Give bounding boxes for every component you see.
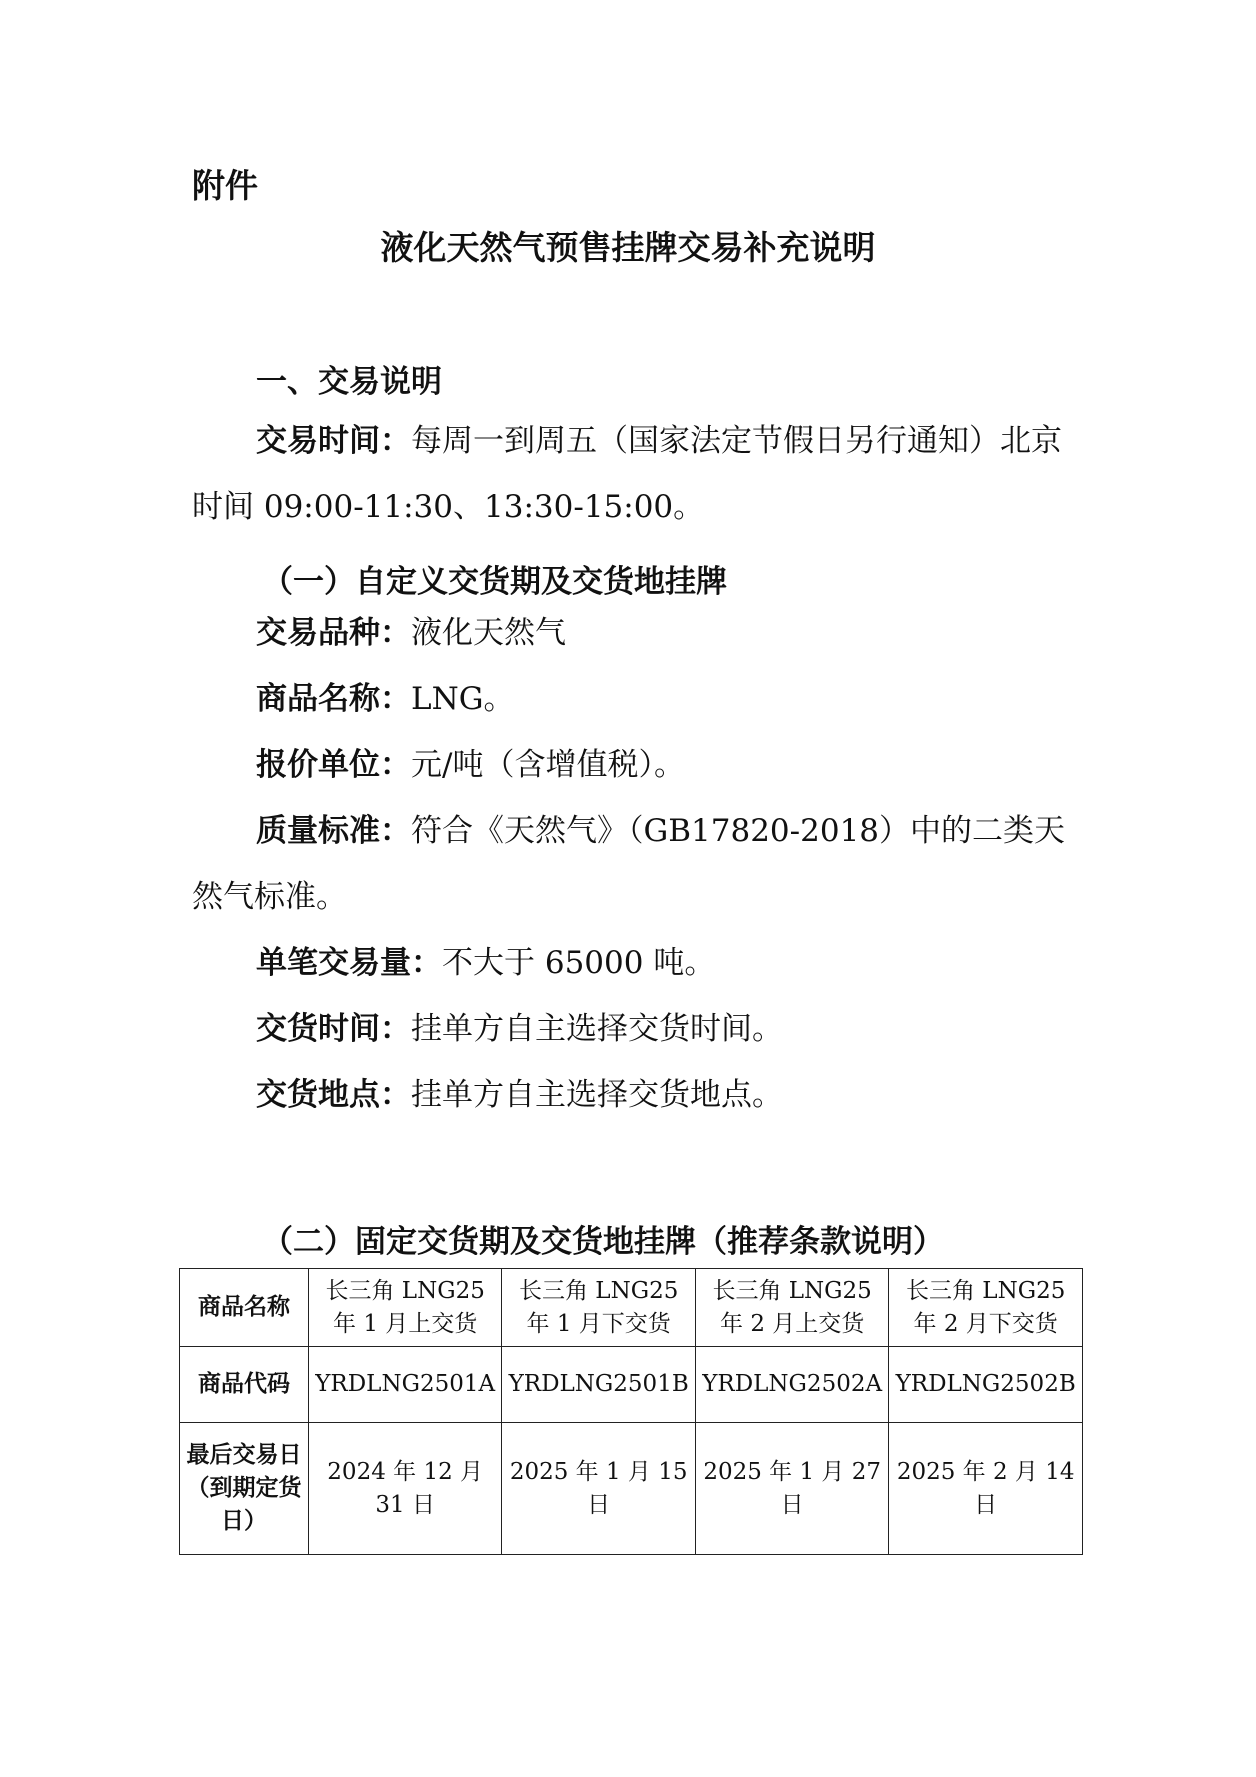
table-cell: YRDLNG2502A	[695, 1347, 888, 1423]
item-label: 交货时间：	[256, 1011, 411, 1047]
item-value: 元/吨（含增值税）。	[411, 747, 685, 783]
table-row	[180, 1347, 1083, 1423]
item-label: 商品名称：	[256, 681, 411, 717]
item-value: 不大于 65000 吨。	[442, 945, 716, 981]
row-header: 商品代码	[180, 1347, 309, 1423]
item-value: 液化天然气	[411, 615, 566, 651]
table-cell: 长三角 LNG25 年 2 月下交货	[889, 1269, 1083, 1347]
spec-item	[192, 1062, 1072, 1128]
spec-item	[192, 930, 1072, 996]
section-heading: 一、交易说明	[256, 364, 442, 400]
item-label: 质量标准：	[256, 813, 411, 849]
row-header: 最后交易日（到期定货日）	[180, 1423, 309, 1555]
trading-time-paragraph	[192, 408, 1072, 540]
row-header: 商品名称	[180, 1269, 309, 1347]
trading-time-label: 交易时间：	[256, 423, 411, 459]
table-cell: YRDLNG2501A	[309, 1347, 502, 1423]
document-title: 液化天然气预售挂牌交易补充说明	[380, 228, 876, 267]
item-label: 交易品种：	[256, 615, 411, 651]
item-label: 交货地点：	[256, 1077, 411, 1113]
item-value: 符合《天然气》（GB17820-2018）中的二类天然气标准。	[192, 813, 1066, 915]
subsection-heading-custom: （一）自定义交货期及交货地挂牌	[262, 564, 727, 600]
table-cell: YRDLNG2501B	[502, 1347, 696, 1423]
table-cell: 长三角 LNG25 年 1 月上交货	[309, 1269, 502, 1347]
item-value: 挂单方自主选择交货地点。	[411, 1077, 783, 1113]
table-cell: 长三角 LNG25 年 2 月上交货	[695, 1269, 888, 1347]
contract-table	[179, 1268, 1083, 1555]
table-cell: 2025 年 2 月 14 日	[889, 1423, 1083, 1555]
item-label: 单笔交易量：	[256, 945, 442, 981]
table-cell: 2025 年 1 月 15 日	[502, 1423, 696, 1555]
table-cell: 2025 年 1 月 27 日	[695, 1423, 888, 1555]
table-cell: 长三角 LNG25 年 1 月下交货	[502, 1269, 696, 1347]
trading-time-value: 每周一到周五（国家法定节假日另行通知）北京时间 09:00-11:30、13:30-15:00。	[192, 423, 1062, 525]
table-cell: 2024 年 12 月 31 日	[309, 1423, 502, 1555]
table-row	[180, 1269, 1083, 1347]
spec-item	[192, 996, 1072, 1062]
table-row	[180, 1423, 1083, 1555]
spec-item	[192, 666, 1072, 732]
spec-item	[192, 798, 1072, 930]
item-label: 报价单位：	[256, 747, 411, 783]
subsection-heading-fixed: （二）固定交货期及交货地挂牌（推荐条款说明）	[262, 1224, 944, 1260]
table-cell: YRDLNG2502B	[889, 1347, 1083, 1423]
spec-item	[192, 732, 1072, 798]
attachment-label: 附件	[192, 166, 258, 205]
item-value: 挂单方自主选择交货时间。	[411, 1011, 783, 1047]
spec-item	[192, 600, 1072, 666]
item-value: LNG。	[411, 681, 515, 717]
